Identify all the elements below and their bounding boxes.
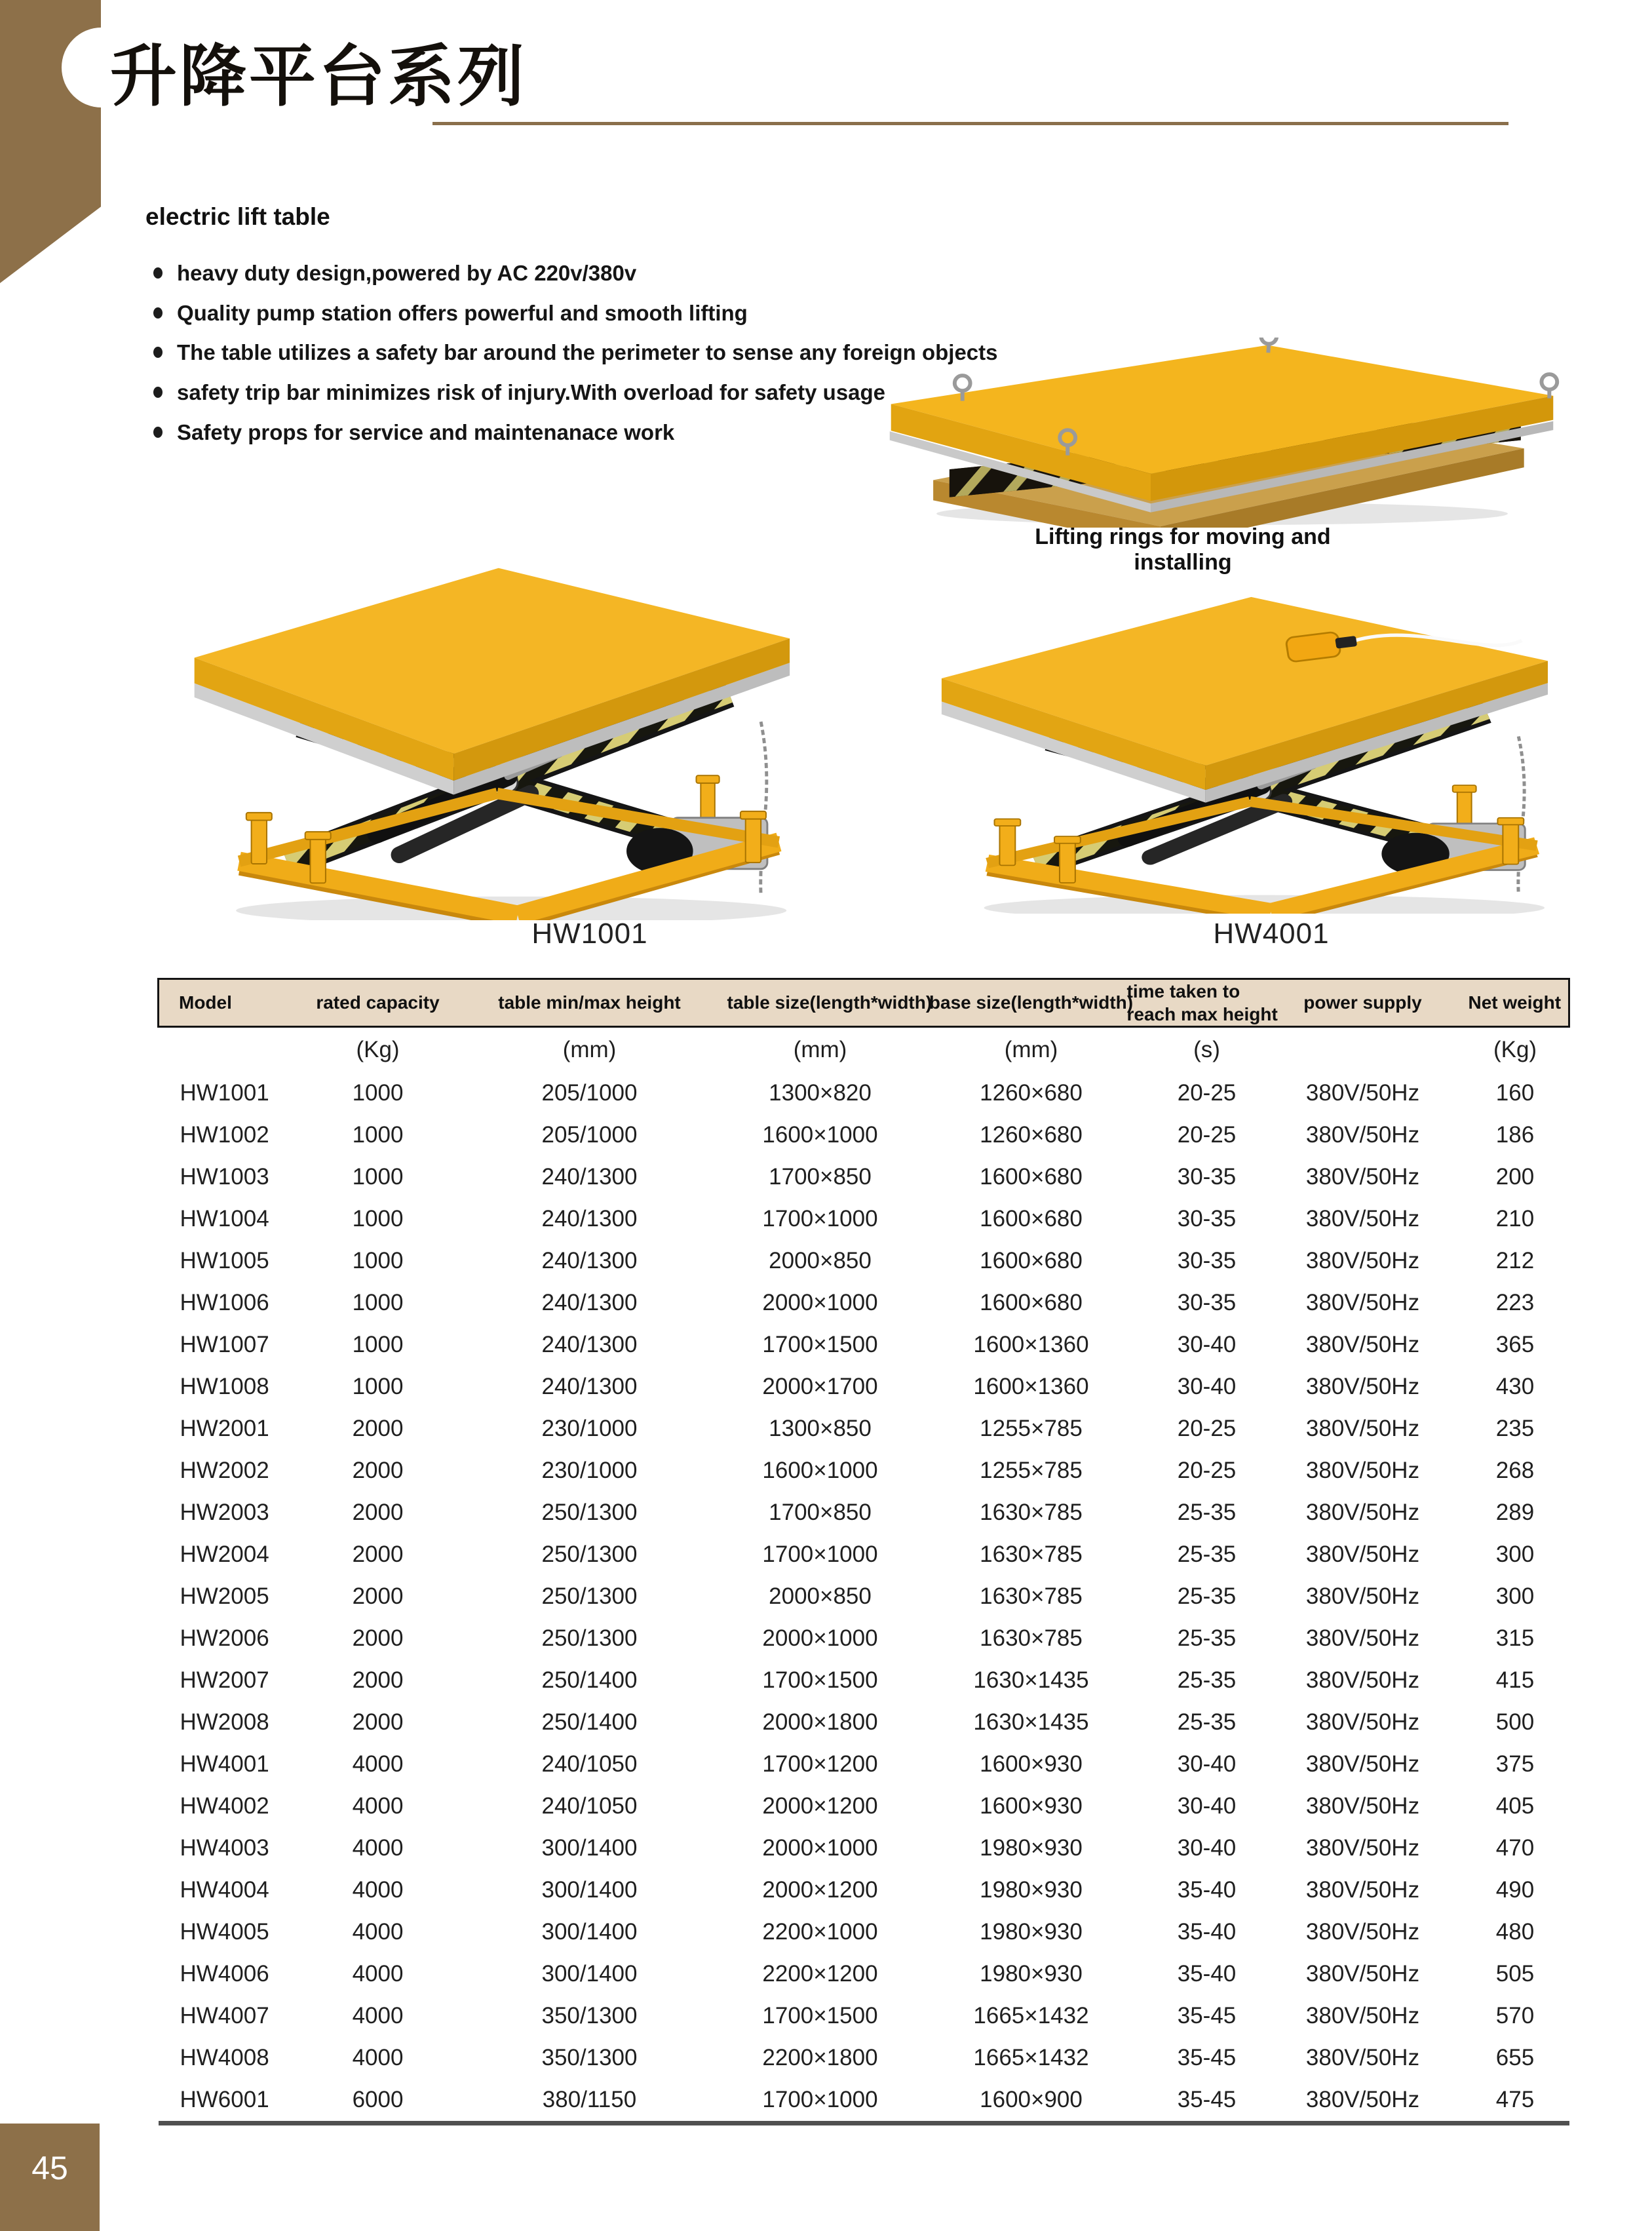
bullet-icon [153, 427, 163, 438]
spec-cell: 1700×1000 [762, 1542, 878, 1567]
spec-cell: 1255×785 [980, 1458, 1083, 1483]
column-header-text: base size(length*width) [929, 992, 1134, 1013]
spec-cell: 1260×680 [980, 1122, 1083, 1148]
spec-cell: 1600×680 [980, 1164, 1083, 1190]
spec-cell: 1000 [352, 1080, 404, 1106]
spec-cell: 470 [1495, 1835, 1535, 1861]
unit-cell: (Kg) [1493, 1037, 1537, 1062]
spec-cell: 240/1300 [541, 1374, 638, 1399]
spec-cell: 210 [1495, 1206, 1535, 1232]
spec-cell: 2000 [352, 1583, 404, 1609]
spec-cell: 1630×785 [980, 1625, 1083, 1651]
spec-cell: 4000 [352, 2045, 404, 2070]
spec-cell: 1600×680 [980, 1290, 1083, 1315]
spec-cell: 35-45 [1177, 2003, 1237, 2028]
bullet-icon [153, 347, 163, 358]
spec-cell: 405 [1495, 1793, 1535, 1819]
spec-cell: 205/1000 [541, 1122, 638, 1148]
model-cell: HW1007 [180, 1332, 269, 1357]
column-header [159, 979, 304, 1027]
spec-cell: 380V/50Hz [1305, 1542, 1420, 1567]
table-row [159, 1324, 1569, 1366]
spec-cell: 4000 [352, 2003, 404, 2028]
column-header [1265, 979, 1461, 1027]
spec-cell: 2000 [352, 1500, 404, 1525]
spec-cell: 30-40 [1177, 1374, 1237, 1399]
spec-cell: 380V/50Hz [1305, 1877, 1420, 1903]
figure-caption: Lifting rings for moving and installing [1035, 524, 1331, 575]
spec-cell: 2000×1200 [762, 1793, 878, 1819]
header-row [159, 979, 1569, 1027]
model-label-hw4001: HW4001 [1213, 918, 1330, 950]
table-row [159, 1659, 1569, 1701]
spec-cell: 1980×930 [980, 1919, 1083, 1945]
spec-cell: 2000 [352, 1709, 404, 1735]
unit-cell: (mm) [793, 1037, 847, 1062]
spec-cell: 4000 [352, 1961, 404, 1987]
model-cell: HW1003 [180, 1164, 269, 1190]
spec-cell: 25-35 [1177, 1583, 1237, 1609]
model-cell: HW4007 [180, 2003, 269, 2028]
spec-cell: 1630×1435 [973, 1667, 1089, 1693]
model-cell: HW1004 [180, 1206, 269, 1232]
page-title: 升降平台系列 [110, 39, 527, 114]
model-cell: HW2008 [180, 1709, 269, 1735]
spec-cell: 380V/50Hz [1305, 2087, 1420, 2112]
figure-collapsed-lift-table [872, 338, 1573, 528]
spec-cell: 2000×850 [769, 1248, 872, 1273]
model-cell: HW2006 [180, 1625, 269, 1651]
column-header [913, 979, 1149, 1027]
unit-cell: (Kg) [356, 1037, 400, 1062]
spec-cell: 2000×1200 [762, 1877, 878, 1903]
spec-cell: 1255×785 [980, 1416, 1083, 1441]
spec-cell: 4000 [352, 1835, 404, 1861]
spec-cell: 1000 [352, 1332, 404, 1357]
model-cell: HW4008 [180, 2045, 269, 2070]
bullet-icon [153, 267, 163, 279]
table-row [159, 1534, 1569, 1576]
spec-cell: 1600×930 [980, 1793, 1083, 1819]
spec-cell: 30-40 [1177, 1835, 1237, 1861]
spec-cell: 300/1400 [541, 1961, 638, 1987]
table-row [159, 1618, 1569, 1659]
units-row [159, 1027, 1569, 1073]
model-cell: HW6001 [180, 2087, 269, 2112]
table-row [159, 1114, 1569, 1156]
spec-cell: 380V/50Hz [1305, 1332, 1420, 1357]
spec-cell: 380V/50Hz [1305, 1793, 1420, 1819]
spec-cell: 1980×930 [980, 1877, 1083, 1903]
page-number: 45 [31, 2150, 68, 2186]
spec-cell: 1630×785 [980, 1500, 1083, 1525]
spec-cell: 300/1400 [541, 1877, 638, 1903]
spec-cell: 1630×785 [980, 1583, 1083, 1609]
spec-cell: 25-35 [1177, 1625, 1237, 1651]
spec-cell: 380V/50Hz [1305, 1458, 1420, 1483]
spec-cell: 1600×680 [980, 1206, 1083, 1232]
table-row [159, 1701, 1569, 1743]
column-header [1126, 979, 1278, 1027]
model-label-hw1001: HW1001 [531, 918, 648, 950]
spec-cell: 250/1400 [541, 1709, 638, 1735]
spec-cell: 186 [1495, 1122, 1535, 1148]
spec-cell: 505 [1495, 1961, 1535, 1987]
spec-cell: 240/1050 [541, 1793, 638, 1819]
model-cell: HW1006 [180, 1290, 269, 1315]
spec-cell: 1700×1500 [762, 2003, 878, 2028]
model-cell: HW1008 [180, 1374, 269, 1399]
model-cell: HW4006 [180, 1961, 269, 1987]
spec-cell: 2000 [352, 1458, 404, 1483]
table-row [159, 1450, 1569, 1492]
spec-cell: 2000 [352, 1625, 404, 1651]
unit-cell [1265, 1027, 1461, 1073]
spec-cell: 380V/50Hz [1305, 1374, 1420, 1399]
spec-cell: 1700×1500 [762, 1332, 878, 1357]
table-row [159, 1366, 1569, 1408]
spec-cell: 250/1300 [541, 1500, 638, 1525]
spec-table-body [159, 1027, 1569, 2124]
spec-cell: 380V/50Hz [1305, 1961, 1420, 1987]
table-row [159, 1240, 1569, 1282]
table-row [159, 1911, 1569, 1953]
section-heading: electric lift table [145, 203, 330, 230]
spec-cell: 315 [1495, 1625, 1535, 1651]
spec-cell: 20-25 [1177, 1416, 1237, 1441]
model-cell: HW4003 [180, 1835, 269, 1861]
column-header-text: time taken to reach max height [1126, 981, 1278, 1024]
spec-cell: 1600×680 [980, 1248, 1083, 1273]
column-header-text: power supply [1303, 992, 1422, 1013]
spec-cell: 240/1050 [541, 1751, 638, 1777]
spec-cell: 2200×1000 [762, 1919, 878, 1945]
model-cell: HW4005 [180, 1919, 269, 1945]
spec-cell: 2200×1200 [762, 1961, 878, 1987]
spec-cell: 30-35 [1177, 1164, 1237, 1190]
scissor-lift-table-illustration [932, 591, 1551, 914]
feature-text: Quality pump station offers powerful and smooth lifting [177, 300, 748, 325]
spec-cell: 35-45 [1177, 2087, 1237, 2112]
spec-cell: 1260×680 [980, 1080, 1083, 1106]
table-row [159, 1492, 1569, 1534]
spec-cell: 380V/50Hz [1305, 1667, 1420, 1693]
spec-cell: 480 [1495, 1919, 1535, 1945]
spec-cell: 2000×1700 [762, 1374, 878, 1399]
spec-cell: 380V/50Hz [1305, 2045, 1420, 2070]
spec-cell: 1630×1435 [973, 1709, 1089, 1735]
spec-cell: 2000 [352, 1542, 404, 1567]
spec-cell: 2000×850 [769, 1583, 872, 1609]
scissor-lift-table-illustration [185, 558, 793, 920]
spec-cell: 380V/50Hz [1305, 1751, 1420, 1777]
spec-cell: 300/1400 [541, 1919, 638, 1945]
model-cell: HW4001 [180, 1751, 269, 1777]
spec-cell: 30-40 [1177, 1751, 1237, 1777]
table-row [159, 1869, 1569, 1911]
spec-cell: 268 [1495, 1458, 1535, 1483]
spec-cell: 2000 [352, 1667, 404, 1693]
model-cell: HW2005 [180, 1583, 269, 1609]
column-header [727, 979, 932, 1027]
spec-cell: 4000 [352, 1751, 404, 1777]
table-row [159, 1785, 1569, 1827]
spec-cell: 4000 [352, 1793, 404, 1819]
spec-cell: 1600×930 [980, 1751, 1083, 1777]
table-row [159, 1198, 1569, 1240]
model-cell: HW1005 [180, 1248, 269, 1273]
spec-cell: 300 [1495, 1542, 1535, 1567]
spec-table-header [159, 979, 1569, 1027]
spec-cell: 1700×850 [769, 1500, 872, 1525]
spec-cell: 2000 [352, 1416, 404, 1441]
spec-cell: 25-35 [1177, 1667, 1237, 1693]
spec-cell: 1000 [352, 1122, 404, 1148]
feature-item [149, 302, 1028, 325]
spec-cell: 2000×1000 [762, 1625, 878, 1651]
column-header-text: Model [179, 992, 232, 1013]
bullet-icon [153, 307, 163, 319]
feature-text: heavy duty design,powered by AC 220v/380v [177, 261, 637, 285]
spec-cell: 30-40 [1177, 1793, 1237, 1819]
spec-cell: 2000×1800 [762, 1709, 878, 1735]
spec-cell: 30-40 [1177, 1332, 1237, 1357]
spec-cell: 1980×930 [980, 1961, 1083, 1987]
model-cell: HW2002 [180, 1458, 269, 1483]
spec-cell: 1665×1432 [973, 2003, 1089, 2028]
spec-cell: 1600×1000 [762, 1122, 878, 1148]
table-row [159, 1072, 1569, 1114]
spec-cell: 380V/50Hz [1305, 1416, 1420, 1441]
column-header-text: table size(length*width) [727, 992, 932, 1013]
spec-cell: 240/1300 [541, 1290, 638, 1315]
spec-cell: 230/1000 [541, 1458, 638, 1483]
spec-cell: 380V/50Hz [1305, 1500, 1420, 1525]
spec-cell: 1980×930 [980, 1835, 1083, 1861]
spec-cell: 380V/50Hz [1305, 1290, 1420, 1315]
column-header [1461, 979, 1569, 1027]
spec-cell: 350/1300 [541, 2045, 638, 2070]
spec-cell: 1700×850 [769, 1164, 872, 1190]
spec-cell: 1000 [352, 1248, 404, 1273]
feature-text: safety trip bar minimizes risk of injury.With overload for safety usage [177, 379, 886, 404]
spec-cell: 350/1300 [541, 2003, 638, 2028]
spec-cell: 35-40 [1177, 1877, 1237, 1903]
spec-cell: 500 [1495, 1709, 1535, 1735]
spec-cell: 380V/50Hz [1305, 1164, 1420, 1190]
spec-cell: 380V/50Hz [1305, 1248, 1420, 1273]
spec-cell: 223 [1495, 1290, 1535, 1315]
spec-cell: 235 [1495, 1416, 1535, 1441]
spec-cell: 415 [1495, 1667, 1535, 1693]
spec-cell: 380V/50Hz [1305, 2003, 1420, 2028]
table-row [159, 1282, 1569, 1324]
spec-cell: 475 [1495, 2087, 1535, 2112]
spec-cell: 20-25 [1177, 1122, 1237, 1148]
spec-cell: 240/1300 [541, 1332, 638, 1357]
model-cell: HW4002 [180, 1793, 269, 1819]
spec-cell: 289 [1495, 1500, 1535, 1525]
spec-cell: 380V/50Hz [1305, 1080, 1420, 1106]
spec-cell: 1600×1000 [762, 1458, 878, 1483]
table-row [159, 1156, 1569, 1198]
table-row [159, 2037, 1569, 2079]
spec-cell: 250/1400 [541, 1667, 638, 1693]
spec-cell: 1300×850 [769, 1416, 872, 1441]
spec-cell: 1600×900 [980, 2087, 1083, 2112]
spec-cell: 1600×1360 [973, 1374, 1089, 1399]
spec-cell: 250/1300 [541, 1625, 638, 1651]
table-row [159, 1827, 1569, 1869]
spec-cell: 30-35 [1177, 1206, 1237, 1232]
table-row [159, 1576, 1569, 1618]
spec-cell: 1630×785 [980, 1542, 1083, 1567]
spec-cell: 1000 [352, 1164, 404, 1190]
unit-cell: (s) [1193, 1037, 1220, 1062]
spec-cell: 205/1000 [541, 1080, 638, 1106]
spec-cell: 240/1300 [541, 1248, 638, 1273]
spec-cell: 380V/50Hz [1305, 1122, 1420, 1148]
spec-cell: 250/1300 [541, 1542, 638, 1567]
spec-cell: 655 [1495, 2045, 1535, 2070]
spec-cell: 375 [1495, 1751, 1535, 1777]
spec-cell: 570 [1495, 2003, 1535, 2028]
spec-cell: 20-25 [1177, 1458, 1237, 1483]
spec-cell: 380V/50Hz [1305, 1583, 1420, 1609]
spec-cell: 4000 [352, 1919, 404, 1945]
model-cell: HW2004 [180, 1542, 269, 1567]
column-header [304, 979, 452, 1027]
column-header-text: rated capacity [316, 992, 440, 1013]
spec-cell: 240/1300 [541, 1206, 638, 1232]
title-underline [432, 122, 1508, 125]
spec-cell: 240/1300 [541, 1164, 638, 1190]
collapsed-lift-table-illustration [872, 338, 1573, 528]
spec-cell: 1700×1000 [762, 2087, 878, 2112]
spec-cell: 1700×1000 [762, 1206, 878, 1232]
model-cell: HW1002 [180, 1122, 269, 1148]
spec-cell: 380V/50Hz [1305, 1206, 1420, 1232]
spec-cell: 25-35 [1177, 1542, 1237, 1567]
spec-cell: 490 [1495, 1877, 1535, 1903]
spec-cell: 25-35 [1177, 1709, 1237, 1735]
spec-cell: 35-40 [1177, 1919, 1237, 1945]
spec-cell: 1700×1500 [762, 1667, 878, 1693]
spec-cell: 30-35 [1177, 1290, 1237, 1315]
spec-cell: 1600×1360 [973, 1332, 1089, 1357]
spec-cell: 25-35 [1177, 1500, 1237, 1525]
spec-cell: 380V/50Hz [1305, 1709, 1420, 1735]
feature-item [149, 262, 1028, 285]
spec-cell: 20-25 [1177, 1080, 1237, 1106]
table-row [159, 2079, 1569, 2124]
spec-cell: 1000 [352, 1290, 404, 1315]
spec-cell: 30-35 [1177, 1248, 1237, 1273]
column-header-text: table min/max height [498, 992, 681, 1013]
spec-cell: 1700×1200 [762, 1751, 878, 1777]
column-header [452, 979, 727, 1027]
spec-cell: 380V/50Hz [1305, 1919, 1420, 1945]
table-row [159, 1953, 1569, 1995]
model-cell: HW2007 [180, 1667, 269, 1693]
spec-cell: 1000 [352, 1374, 404, 1399]
spec-cell: 212 [1495, 1248, 1535, 1273]
model-cell: HW4004 [180, 1877, 269, 1903]
spec-cell: 300 [1495, 1583, 1535, 1609]
unit-cell: (mm) [562, 1037, 617, 1062]
spec-cell: 230/1000 [541, 1416, 638, 1441]
spec-cell: 300/1400 [541, 1835, 638, 1861]
page-number-block [0, 2124, 100, 2231]
spec-cell: 1665×1432 [973, 2045, 1089, 2070]
figure-lift-hw4001 [932, 591, 1551, 914]
spec-cell: 250/1300 [541, 1583, 638, 1609]
feature-text: The table utilizes a safety bar around the perimeter to sense any foreign objects [177, 340, 998, 365]
model-cell: HW2003 [180, 1500, 269, 1525]
spec-table [157, 978, 1568, 2125]
unit-cell [159, 1027, 304, 1073]
model-cell: HW1001 [180, 1080, 269, 1106]
table-row [159, 1743, 1569, 1785]
spec-cell: 200 [1495, 1164, 1535, 1190]
feature-text: Safety props for service and maintenanace work [177, 419, 675, 444]
table-row [159, 1995, 1569, 2037]
table-row [159, 1408, 1569, 1450]
spec-cell: 380/1150 [542, 2087, 637, 2112]
spec-cell: 4000 [352, 1877, 404, 1903]
bullet-icon [153, 387, 163, 398]
spec-cell: 35-40 [1177, 1961, 1237, 1987]
column-header-text: Net weight [1468, 992, 1562, 1013]
spec-cell: 2000×1000 [762, 1290, 878, 1315]
figure-lift-hw1001 [185, 558, 793, 920]
spec-cell: 6000 [352, 2087, 404, 2112]
spec-cell: 380V/50Hz [1305, 1625, 1420, 1651]
spec-cell: 1000 [352, 1206, 404, 1232]
model-cell: HW2001 [180, 1416, 269, 1441]
spec-cell: 160 [1495, 1080, 1535, 1106]
spec-cell: 2200×1800 [762, 2045, 878, 2070]
spec-cell: 35-45 [1177, 2045, 1237, 2070]
unit-cell: (mm) [1004, 1037, 1058, 1062]
spec-cell: 2000×1000 [762, 1835, 878, 1861]
spec-cell: 380V/50Hz [1305, 1835, 1420, 1861]
spec-cell: 1300×820 [769, 1080, 872, 1106]
spec-cell: 430 [1495, 1374, 1535, 1399]
spec-cell: 365 [1495, 1332, 1535, 1357]
